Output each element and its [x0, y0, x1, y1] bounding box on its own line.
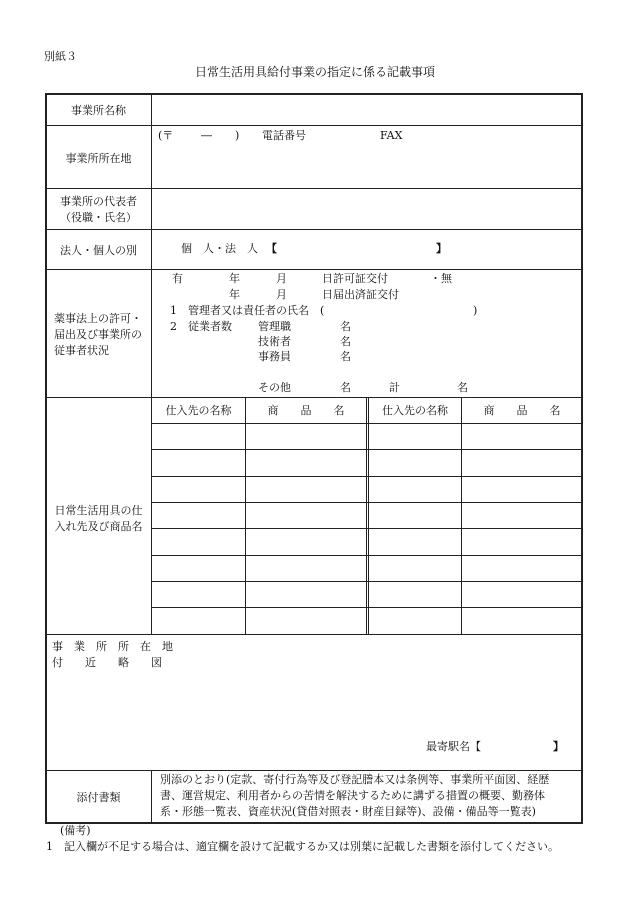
- pharma-have: 有: [172, 272, 183, 285]
- staff-mgmt-unit: 名: [340, 320, 351, 333]
- fax-label: FAX: [380, 129, 403, 142]
- permit-text: 日許可証交付: [322, 272, 388, 285]
- staff-clerk: 事務員: [258, 350, 291, 363]
- staff-tech: 技術者: [258, 335, 291, 348]
- address-field[interactable]: [160, 148, 570, 182]
- col-product-left: 商 品 名: [267, 404, 345, 417]
- staff-mgmt: 管理職: [258, 320, 291, 333]
- postal-open: (〒: [158, 129, 174, 142]
- staff-other: その他: [258, 381, 291, 394]
- attachments-label: 添付書類: [76, 791, 121, 804]
- page-title: 日常生活用具給付事業の指定に係る記載事項: [194, 65, 435, 79]
- supplies-label: 日常生活用具の仕 入れ先及び商品名: [54, 504, 143, 533]
- manager-close: ): [473, 304, 478, 317]
- map-label-line2: 付 近 略 図: [52, 656, 162, 669]
- col-supplier-right: 仕入先の名称: [382, 404, 448, 417]
- representative-field[interactable]: [160, 197, 570, 221]
- staff-clerk-unit: 名: [340, 350, 351, 363]
- office-name-label: 事業所名称: [71, 104, 126, 117]
- postal-close: ): [235, 129, 240, 142]
- attachments-line3: 系・形態一覧表、資産状況(貸借対照表・財産目録等)、設備・備品等一覧表): [160, 805, 536, 818]
- entity-bracket-open: 【: [266, 242, 277, 255]
- permit-month: 月: [276, 272, 287, 285]
- staff-other-unit: 名: [340, 381, 351, 394]
- staff-tech-unit: 名: [340, 335, 351, 348]
- staff-total: 計: [389, 381, 400, 394]
- note-item-1: 1 記入欄が不足する場合は、適宜欄を設けて記載するか又は別葉に記載した書類を添付してください。: [46, 840, 559, 853]
- staff-total-unit: 名: [457, 381, 468, 394]
- postal-dash: ―: [201, 129, 212, 142]
- station-bracket-close: 】: [553, 740, 564, 753]
- notice-year: 年: [229, 288, 240, 301]
- pharma-none: ・無: [430, 272, 452, 285]
- notice-month: 月: [276, 288, 287, 301]
- col-supplier-left: 仕入先の名称: [165, 404, 232, 417]
- phone-label: 電話番号: [262, 129, 306, 142]
- station-label: 最寄駅名【: [426, 740, 481, 753]
- entity-bracket-close: 】: [436, 242, 447, 255]
- staff-item: 2 従業者数: [170, 320, 232, 333]
- form-number: 別紙３: [44, 50, 77, 63]
- address-label: 事業所所在地: [65, 152, 132, 165]
- attachments-line2: 書、運営規定、利用者からの苦情を解決するために講ずる措置の概要、勤務体: [160, 789, 545, 802]
- pharma-label: 薬事法上の許可・ 届出及び事業所の 従事者状況: [54, 312, 142, 357]
- entity-type-options[interactable]: 個 人・法 人: [181, 242, 258, 255]
- permit-year: 年: [229, 272, 240, 285]
- notice-text: 日届出済証交付: [322, 288, 399, 301]
- representative-label: 事業所の代表者 （役職・氏名）: [60, 195, 137, 224]
- attachments-line1: 別添のとおり(定款、寄付行為等及び登記謄本又は条例等、事業所平面図、経歴: [160, 773, 550, 786]
- col-product-right: 商 品 名: [483, 404, 561, 417]
- manager-item: 1 管理者又は責任者の氏名 (: [170, 304, 325, 317]
- notes-heading: (備考): [60, 824, 91, 837]
- office-name-field[interactable]: [160, 103, 570, 117]
- map-sketch-area[interactable]: [60, 675, 570, 735]
- map-label-line1: 事 業 所 所 在 地: [52, 640, 173, 653]
- entity-type-label: 法人・個人の別: [60, 244, 137, 257]
